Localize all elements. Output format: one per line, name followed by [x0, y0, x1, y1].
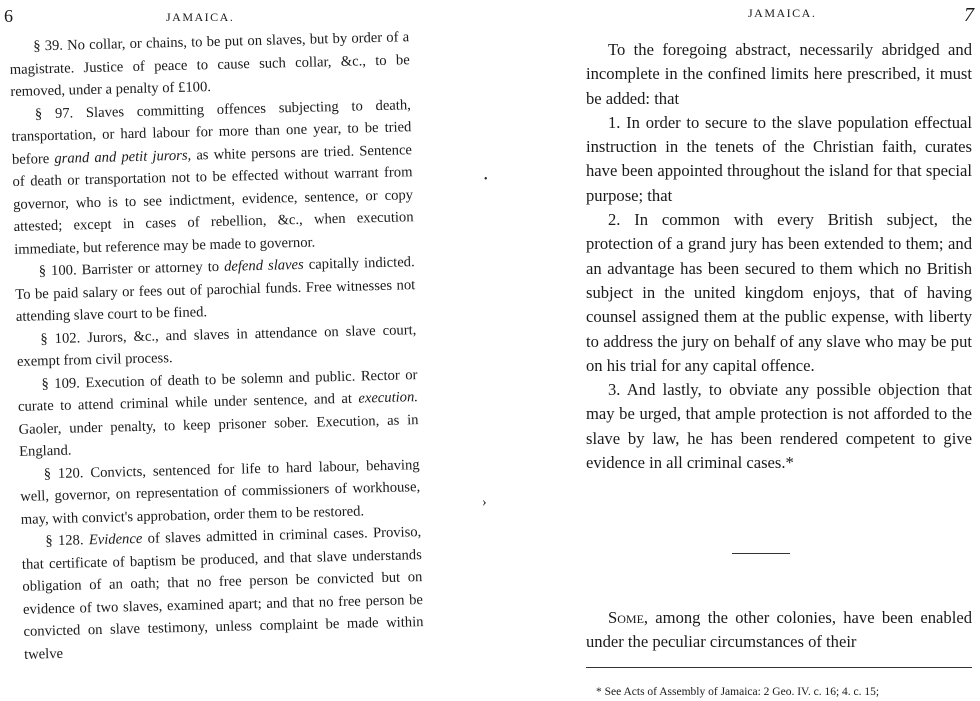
section-128: § 128. Evidence of slaves admitted in criminal cases. Proviso, that certificate of baptism be produced, and that slave understands obligation of an oath; that no free person be convicted but on evidence of two slaves, examined apart; and that no free person be convicted on slave testimony, unless complaint be made within twelve	[21, 524, 424, 663]
paragraph-point-2: 2. In common with every British subject, the protection of a grand jury has been extended to them; and an advantage has been secured to them which no British subject in the united kingdom enjoys, that of having counsel assigned them at the public expense, with liberty to address the jury on behalf of any slave who may be put on his trial for any capital offence.	[586, 210, 972, 375]
section-109: § 109. Execution of death to be solemn and public. Rector or curate to attend criminal while under sentence, and at execution. Gaoler, under penalty, to keep prisoner sober. Execution, as in England.	[17, 366, 419, 460]
section-divider	[732, 553, 790, 554]
section-39: § 39. No collar, or chains, to be put on slaves, but by order of a magistrate. Justice of peace to cause such collar, &c., to be removed, under a penalty of £100.	[9, 29, 410, 100]
small-caps-lead: Some	[608, 608, 644, 627]
footnote: * See Acts of Assembly of Jamaica: 2 Geo. IV. c. 16; 4. c. 15;	[596, 686, 880, 698]
left-running-head: JAMAICA.	[166, 10, 235, 24]
right-text-column	[586, 38, 972, 475]
right-page-number: 7	[964, 4, 974, 26]
left-text-column	[9, 26, 424, 666]
right-page	[490, 0, 980, 701]
gutter-mark: •	[484, 174, 488, 185]
paragraph-point-3: 3. And lastly, to obviate any possible objection that may be urged, that ample protection is not afforded to the slave by law, he has been rendered competent to give evidence in all criminal cases.*	[586, 380, 972, 473]
left-page-number: 6	[4, 6, 13, 26]
gutter-mark: ›	[482, 495, 487, 510]
section-100: § 100. Barrister or attorney to defend slaves capitally indicted. To be paid salary or fees out of parochial funds. Free witnesses not attending slave court to be fined.	[15, 254, 416, 325]
right-running-head: JAMAICA.	[748, 6, 817, 20]
left-page	[0, 0, 470, 701]
second-section: Some, among the other colonies, have been enabled under the peculiar circumstances of their	[586, 608, 972, 652]
paragraph-point-1: 1. In order to secure to the slave population effectual instruction in the tenets of the Christian faith, curates have been appointed throughout the island for that special purpose; that	[586, 112, 972, 205]
section-102: § 102. Jurors, &c., and slaves in attendance on slave court, exempt from civil process.	[16, 321, 417, 370]
paragraph-intro: To the foregoing abstract, necessarily abridged and incomplete in the confined limits here prescribed, it must be added: that	[586, 40, 972, 108]
section-97: § 97. Slaves committing offences subjecting to death, transportation, or hard labour for more than one year, to be tried before grand and petit jurors, as white persons are tried. Sentence of death or transportation not to be effected without warrant from governor, who is to see indictment, evidence, sentence, or copy attested; except in cases of rebellion, &c., when execution immediate, but reference may be made to governor.	[11, 96, 414, 258]
section-120: § 120. Convicts, sentenced for life to hard labour, behaving well, governor, on representation of commissioners of workhouse, may, with convict's approbation, order them to be restored.	[20, 456, 421, 528]
footnote-rule	[586, 667, 972, 668]
